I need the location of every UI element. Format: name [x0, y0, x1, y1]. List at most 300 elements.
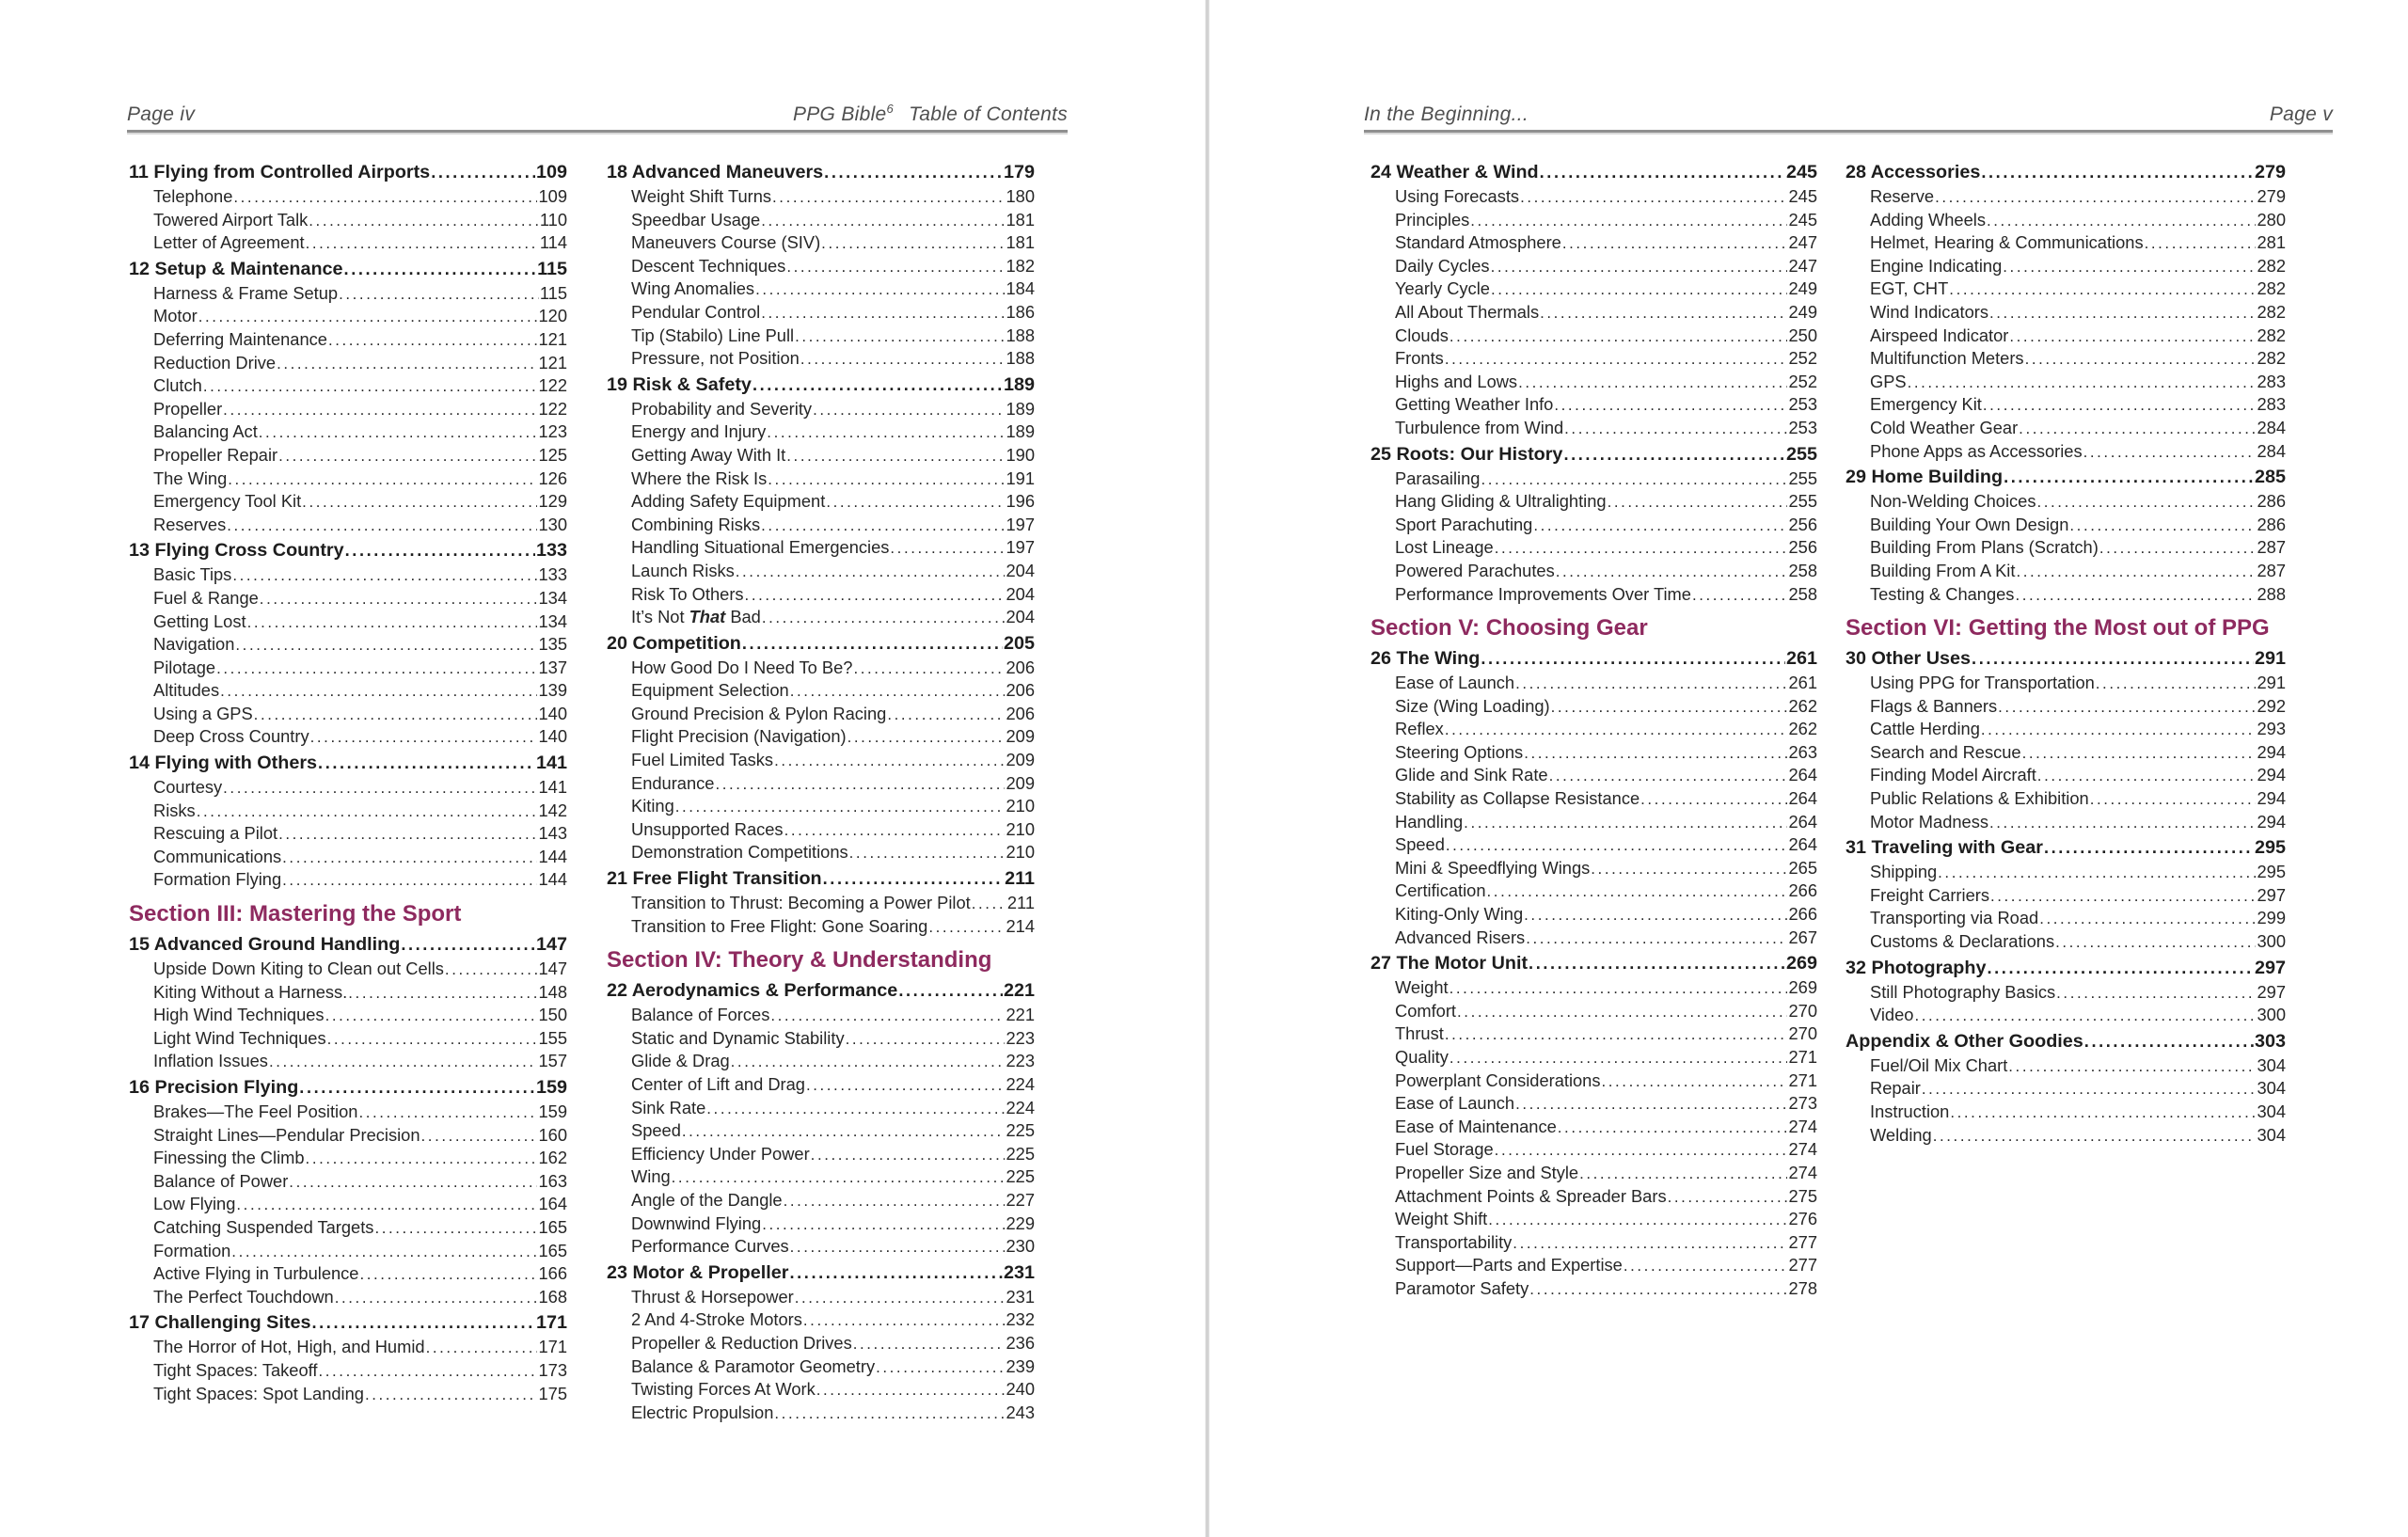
toc-page-number: 171	[538, 1337, 567, 1357]
toc-entry-row	[129, 490, 567, 514]
leader-dots	[784, 1190, 1006, 1212]
toc-page-number: 159	[538, 1101, 567, 1121]
toc-entry-title: Building From Plans (Scratch)	[1870, 537, 2099, 558]
leader-dots	[2009, 325, 2256, 348]
toc-entry-title: Principles	[1395, 209, 1470, 230]
toc-entry-row	[607, 347, 1035, 371]
toc-entry-title: Pendular Control	[631, 301, 761, 322]
toc-entry-row	[129, 305, 567, 328]
toc-entry-row	[607, 725, 1035, 749]
leader-dots	[1579, 1163, 1787, 1185]
toc-entry-row	[1370, 857, 1817, 880]
toc-entry-row	[1370, 672, 1817, 695]
toc-entry-row	[607, 606, 1035, 629]
toc-page-number: 300	[2257, 931, 2286, 952]
page-left-header	[127, 98, 1068, 126]
toc-entry-row	[607, 915, 1035, 939]
toc-entry-row	[1370, 903, 1817, 927]
leader-dots	[345, 537, 535, 563]
toc-page-number: 270	[1788, 1000, 1817, 1021]
toc-page-number: 286	[2257, 514, 2286, 534]
toc-entry-title: Glide and Sink Rate	[1395, 765, 1548, 785]
toc-entry-title: Harness & Frame Setup	[153, 282, 339, 303]
toc-chapter-row	[1846, 834, 2286, 861]
toc-page-number: 283	[2257, 371, 2286, 391]
toc-page-number: 227	[1006, 1189, 1035, 1210]
toc-entry-title: Performance Improvements Over Time	[1395, 583, 1691, 604]
toc-page-number: 209	[1006, 772, 1035, 793]
leader-dots	[823, 865, 1004, 892]
toc-entry-title: Fuel Storage	[1395, 1139, 1494, 1160]
toc-entry-title: Hang Gliding & Ultralighting	[1395, 491, 1607, 512]
toc-page-number: 190	[1006, 444, 1035, 465]
leader-dots	[816, 1379, 1006, 1402]
toc-entry-title: Navigation	[153, 634, 235, 655]
leader-dots	[309, 210, 539, 232]
toc-chapter-row	[607, 865, 1035, 892]
toc-page-number: 297	[2257, 884, 2286, 905]
toc-page-number: 269	[1785, 953, 1817, 974]
toc-entry-row	[1370, 467, 1817, 491]
toc-page-number: 123	[538, 421, 567, 442]
toc-entry-row	[607, 490, 1035, 514]
toc-entry-row	[607, 1073, 1035, 1097]
leader-dots	[795, 1287, 1006, 1309]
toc-page-number: 196	[1006, 491, 1035, 512]
toc-entry-row	[607, 536, 1035, 560]
toc-page-number: 179	[1003, 162, 1035, 182]
toc-entry-row	[1370, 185, 1817, 209]
leader-dots	[1556, 561, 1788, 583]
toc-entry-row	[1370, 325, 1817, 348]
toc-entry-title: Probability and Severity	[631, 398, 813, 419]
toc-entry-title: Using Forecasts	[1395, 186, 1520, 206]
toc-page-number: 286	[2257, 491, 2286, 512]
leader-dots	[762, 607, 1006, 629]
leader-dots	[1950, 1101, 2256, 1124]
toc-entry-title: Wing	[631, 1166, 671, 1187]
toc-entry-title: Emergency Tool Kit	[153, 491, 302, 512]
toc-entry-row	[1370, 879, 1817, 903]
toc-entry-title: GPS	[1870, 371, 1907, 391]
toc-page-number: 163	[538, 1170, 567, 1191]
toc-entry-title: Ground Precision & Pylon Racing	[631, 703, 887, 723]
toc-entry-title: Performance Curves	[631, 1236, 789, 1257]
toc-page-number: 262	[1788, 719, 1817, 739]
leader-dots	[220, 680, 537, 703]
leader-dots	[898, 977, 1003, 1004]
toc-entry-row	[129, 868, 567, 892]
toc-entry-row	[1370, 764, 1817, 787]
toc-entry-title: Pressure, not Position	[631, 348, 800, 369]
toc-page-number: 249	[1788, 278, 1817, 299]
toc-entry-title: Video	[1870, 1005, 1914, 1025]
toc-entry-row	[129, 185, 567, 209]
toc-entry-title: Where the Risk Is	[631, 467, 768, 488]
toc-entry-title: Energy and Injury	[631, 421, 767, 442]
toc-page-number: 166	[538, 1263, 567, 1284]
leader-dots	[2145, 232, 2257, 255]
leader-dots	[1515, 1093, 1787, 1116]
toc-page-number: 189	[1006, 421, 1035, 442]
toc-entry-row	[129, 1383, 567, 1406]
toc-page-number: 221	[1006, 1005, 1035, 1025]
toc-entry-row	[1370, 209, 1817, 232]
leader-dots	[310, 726, 538, 749]
toc-page-number: 180	[1006, 186, 1035, 206]
toc-entry-title: 15 Advanced Ground Handling	[129, 934, 401, 956]
toc-entry-title: Using PPG for Transportation	[1870, 673, 2095, 693]
toc-chapter-row	[607, 1260, 1035, 1286]
leader-dots	[1464, 812, 1787, 834]
header-rule-right	[1364, 130, 2333, 133]
toc-page-number: 225	[1006, 1120, 1035, 1141]
toc-entry-row	[1370, 514, 1817, 537]
toc-entry-title: Weight	[1395, 977, 1449, 998]
toc-section-heading: Section III: Mastering the Sport	[129, 901, 462, 927]
toc-entry-row	[129, 1286, 567, 1309]
toc-entry-title: Communications	[153, 846, 282, 866]
toc-entry-row	[129, 1050, 567, 1073]
leader-dots	[1640, 788, 1787, 811]
toc-page-number: 267	[1788, 927, 1817, 947]
leader-dots	[431, 159, 535, 185]
toc-entry-title: Speed	[1395, 834, 1445, 855]
toc-entry-title: Multifunction Meters	[1870, 348, 2024, 369]
folio-right: Page v	[2269, 103, 2333, 125]
toc-entry-row	[129, 563, 567, 587]
leader-dots	[198, 306, 538, 328]
toc-entry-row	[1370, 417, 1817, 440]
toc-entry-title: Standard Atmosphere	[1395, 232, 1561, 253]
leader-dots	[1549, 765, 1788, 787]
toc-entry-title: Weight Shift	[1395, 1209, 1488, 1229]
toc-entry-row	[1370, 927, 1817, 950]
leader-dots	[232, 564, 537, 587]
toc-page-number: 134	[538, 587, 567, 608]
toc-entry-row	[1370, 1070, 1817, 1093]
toc-page-number: 129	[538, 491, 567, 512]
toc-entry-title: Tip (Stabilo) Line Pull	[631, 325, 795, 345]
leader-dots	[972, 893, 1006, 915]
toc-entry-title: Upside Down Kiting to Clean out Cells	[153, 959, 444, 979]
toc-entry-row	[607, 420, 1035, 444]
toc-entry-title: Adding Wheels	[1870, 209, 1986, 230]
leader-dots	[278, 445, 537, 467]
toc-page-number: 204	[1006, 583, 1035, 604]
toc-page-number: 255	[1788, 467, 1817, 488]
toc-entry-title: 32 Photography	[1846, 957, 1987, 978]
toc-entry-row	[607, 818, 1035, 842]
toc-entry-title: 21 Free Flight Transition	[607, 868, 822, 890]
toc-entry-title: Demonstration Competitions	[631, 842, 848, 863]
leader-dots	[1949, 278, 2256, 301]
leader-dots	[1446, 834, 1788, 857]
leader-dots	[1450, 977, 1788, 1000]
toc-entry-row	[1846, 1004, 2286, 1027]
toc-page-number: 239	[1006, 1355, 1035, 1376]
toc-entry-title: Motor Madness	[1870, 811, 1988, 832]
toc-entry-row	[1370, 1162, 1817, 1185]
toc-entry-title: Flags & Banners	[1870, 695, 1998, 716]
toc-page-number: 304	[2257, 1101, 2286, 1121]
toc-page-number: 253	[1788, 394, 1817, 415]
toc-entry-row	[1846, 371, 2286, 394]
toc-entry-title: 29 Home Building	[1846, 467, 2004, 488]
leader-dots	[269, 1051, 538, 1073]
leader-dots	[302, 491, 537, 514]
toc-entry-row	[607, 1355, 1035, 1379]
toc-page-number: 258	[1788, 560, 1817, 580]
toc-page-number: 162	[538, 1148, 567, 1168]
toc-entry-title: Launch Risks	[631, 560, 735, 580]
toc-entry-title: Clutch	[153, 375, 202, 396]
toc-entry-title: Kiting Without a Harness.	[153, 981, 348, 1002]
toc-entry-row	[607, 892, 1035, 915]
toc-page-number: 133	[538, 564, 567, 585]
toc-chapter-row	[607, 977, 1035, 1004]
toc-entry-row	[129, 1359, 567, 1383]
toc-page-number: 159	[535, 1077, 567, 1098]
toc-entry-title: 14 Flying with Others	[129, 753, 318, 774]
edition-superscript: 6	[886, 102, 895, 116]
toc-entry-title: Motor	[153, 306, 198, 326]
leader-dots	[1529, 1278, 1787, 1301]
toc-page-number: 250	[1788, 325, 1817, 345]
toc-entry-title: 24 Weather & Wind	[1370, 162, 1539, 182]
running-chapter: In the Beginning...	[1364, 103, 1529, 125]
toc-entry-row	[129, 1262, 567, 1286]
toc-entry-title: Finessing the Climb	[153, 1148, 305, 1168]
leader-dots	[706, 1098, 1005, 1120]
toc-page-number: 287	[2257, 560, 2286, 580]
toc-page-number: 304	[2257, 1078, 2286, 1099]
toc-entry-title: Kiting	[631, 796, 674, 816]
toc-page-number: 304	[2257, 1124, 2286, 1145]
toc-entry-title: Ease of Maintenance	[1395, 1116, 1557, 1136]
toc-entry-title: The Perfect Touchdown	[153, 1286, 334, 1307]
toc-entry-title: Letter of Agreement	[153, 232, 305, 253]
toc-entry-title: Courtesy	[153, 777, 223, 798]
leader-dots	[2069, 515, 2256, 537]
toc-page-number: 182	[1006, 255, 1035, 276]
toc-entry-title: Quality	[1395, 1047, 1449, 1067]
toc-chapter-row	[1846, 159, 2286, 185]
leader-dots	[2036, 491, 2256, 514]
leader-dots	[1668, 1186, 1788, 1209]
leader-dots	[2019, 418, 2256, 440]
leader-dots	[1935, 186, 2256, 209]
toc-page-number: 269	[1788, 977, 1817, 998]
toc-page-number: 160	[538, 1124, 567, 1145]
toc-entry-row	[129, 467, 567, 491]
toc-page-number: 279	[2254, 162, 2286, 182]
leader-dots	[1922, 1078, 2257, 1101]
leader-dots	[1520, 186, 1787, 209]
leader-dots	[789, 1260, 1003, 1286]
toc-entry-row	[129, 282, 567, 306]
toc-entry-row	[1370, 536, 1817, 560]
leader-dots	[318, 750, 535, 776]
toc-chapter-row	[129, 1074, 567, 1101]
toc-entry-row	[1846, 209, 2286, 232]
toc-entry-row	[1370, 1046, 1817, 1070]
toc-entry-title: It’s Not That Bad	[631, 607, 761, 627]
toc-page-number: 133	[535, 540, 567, 562]
toc-entry-title: High Wind Techniques	[153, 1005, 325, 1025]
toc-chapter-row	[607, 372, 1035, 398]
toc-page-number: 285	[2254, 467, 2286, 488]
leader-dots	[2056, 982, 2256, 1005]
leader-dots	[235, 634, 537, 657]
toc-page-number: 211	[1005, 868, 1035, 890]
toc-entry-row	[1846, 861, 2286, 884]
toc-chapter-row	[129, 931, 567, 958]
toc-page-number: 277	[1788, 1255, 1817, 1276]
leader-dots	[260, 588, 538, 610]
toc-page-number: 274	[1788, 1116, 1817, 1136]
toc-entry-row	[607, 185, 1035, 209]
toc-entry-title: Altitudes	[153, 680, 220, 701]
leader-dots	[426, 1337, 538, 1359]
toc-page-number: 252	[1788, 348, 1817, 369]
toc-entry-row	[1846, 1124, 2286, 1148]
leader-dots	[228, 468, 537, 491]
leader-dots	[1551, 696, 1788, 719]
toc-chapter-row	[129, 256, 567, 282]
leader-dots	[328, 329, 538, 352]
leader-dots	[247, 611, 538, 634]
toc-page-number: 255	[1785, 443, 1817, 465]
toc-entry-row	[1846, 884, 2286, 908]
toc-page-number: 249	[1788, 301, 1817, 322]
leader-dots	[887, 704, 1005, 726]
toc-entry-row	[1370, 1254, 1817, 1277]
toc-entry-title: Static and Dynamic Stability	[631, 1027, 845, 1048]
toc-page-number: 122	[538, 375, 567, 396]
leader-dots	[2016, 561, 2256, 583]
leader-dots	[445, 959, 538, 981]
toc-page-number: 188	[1006, 348, 1035, 369]
toc-entry-title: Lost Lineage	[1395, 537, 1494, 558]
leader-dots	[1562, 232, 1788, 255]
leader-dots	[231, 1241, 537, 1263]
leader-dots	[1987, 210, 2257, 232]
leader-dots	[236, 1194, 537, 1216]
toc-entry-title: Transition to Thrust: Becoming a Power Pilot	[631, 893, 971, 913]
toc-entry-title: Catching Suspended Targets	[153, 1216, 374, 1237]
toc-entry-row	[129, 1193, 567, 1216]
toc-chapter-row	[1370, 441, 1817, 467]
toc-page-number: 256	[1788, 514, 1817, 534]
toc-entry-title: Non-Welding Choices	[1870, 491, 2036, 512]
toc-entry-title: Propeller & Reduction Drives	[631, 1332, 852, 1353]
toc-entry-row	[1846, 695, 2286, 719]
toc-entry-title: Basic Tips	[153, 564, 232, 585]
toc-running-label: Table of Contents	[909, 103, 1068, 125]
toc-page-number: 122	[538, 398, 567, 419]
toc-entry-row	[129, 800, 567, 823]
toc-entry-title: Turbulence from Wind	[1395, 417, 1564, 437]
toc-entry-row	[1846, 1101, 2286, 1124]
toc-entry-title: Powered Parachutes	[1395, 560, 1555, 580]
leader-dots	[2039, 908, 2256, 930]
toc-entry-title: 26 The Wing	[1370, 648, 1481, 670]
toc-entry-title: 25 Roots: Our History	[1370, 443, 1563, 465]
header-rule-left	[127, 130, 1068, 133]
running-title	[793, 103, 1068, 126]
toc-entry-row	[129, 398, 567, 421]
toc-entry-row	[1370, 695, 1817, 719]
toc-page-number: 210	[1006, 818, 1035, 839]
toc-page-number: 221	[1003, 980, 1035, 1002]
toc-entry-title: Light Wind Techniques	[153, 1027, 326, 1048]
leader-dots	[223, 777, 537, 800]
leader-dots	[761, 210, 1005, 232]
toc-page-number: 148	[538, 981, 567, 1002]
toc-entry-title: Sink Rate	[631, 1097, 706, 1117]
toc-entry-title: Rescuing a Pilot	[153, 823, 278, 844]
toc-entry-title: Propeller	[153, 398, 223, 419]
toc-entry-row	[129, 209, 567, 232]
toc-entry-title: 31 Traveling with Gear	[1846, 837, 2043, 859]
toc-page-number: 224	[1006, 1097, 1035, 1117]
toc-entry-title: Telephone	[153, 186, 233, 206]
leader-dots	[1450, 1047, 1788, 1070]
toc-entry-title: Stability as Collapse Resistance	[1395, 788, 1640, 809]
toc-chapter-row	[1370, 645, 1817, 672]
leader-dots	[2044, 834, 2254, 861]
toc-entry-row	[1370, 1116, 1817, 1139]
toc-entry-row	[1370, 1022, 1817, 1046]
toc-entry-title: Adding Safety Equipment	[631, 491, 826, 512]
toc-entry-title: EGT, CHT	[1870, 278, 1949, 299]
toc-page-number: 211	[1006, 893, 1035, 913]
toc-entry-title: Size (Wing Loading)	[1395, 695, 1550, 716]
leader-dots	[1554, 394, 1787, 417]
toc-entry-title: Deferring Maintenance	[153, 328, 327, 349]
toc-entry-title: Clouds	[1395, 325, 1449, 345]
toc-entry-title: Search and Rescue	[1870, 741, 2021, 762]
toc-entry-title: Building From A Kit	[1870, 560, 2016, 580]
toc-entry-row	[607, 772, 1035, 796]
toc-page-number: 209	[1006, 750, 1035, 770]
toc-entry-row	[1846, 393, 2286, 417]
leader-dots	[401, 931, 535, 958]
toc-chapter-row	[129, 1309, 567, 1336]
toc-page-number: 109	[535, 162, 567, 182]
leader-dots	[752, 372, 1003, 398]
toc-page-number: 155	[538, 1027, 567, 1048]
toc-entry-title: 12 Setup & Maintenance	[129, 258, 343, 279]
leader-dots	[1445, 348, 1788, 371]
leader-dots	[1481, 468, 1787, 491]
leader-dots	[1524, 904, 1787, 927]
toc-entry-row	[1370, 255, 1817, 278]
toc-page-number: 189	[1006, 398, 1035, 419]
toc-page-number: 277	[1788, 1231, 1817, 1252]
leader-dots	[2090, 788, 2257, 811]
toc-entry-row	[607, 1235, 1035, 1259]
toc-page-number: 142	[538, 800, 567, 820]
leader-dots	[259, 421, 538, 444]
leader-dots	[772, 186, 1005, 209]
leader-dots	[216, 658, 537, 680]
leader-dots	[1491, 256, 1788, 278]
toc-page-number: 121	[538, 352, 567, 372]
leader-dots	[876, 1356, 1005, 1379]
toc-page-number: 291	[2254, 648, 2286, 670]
